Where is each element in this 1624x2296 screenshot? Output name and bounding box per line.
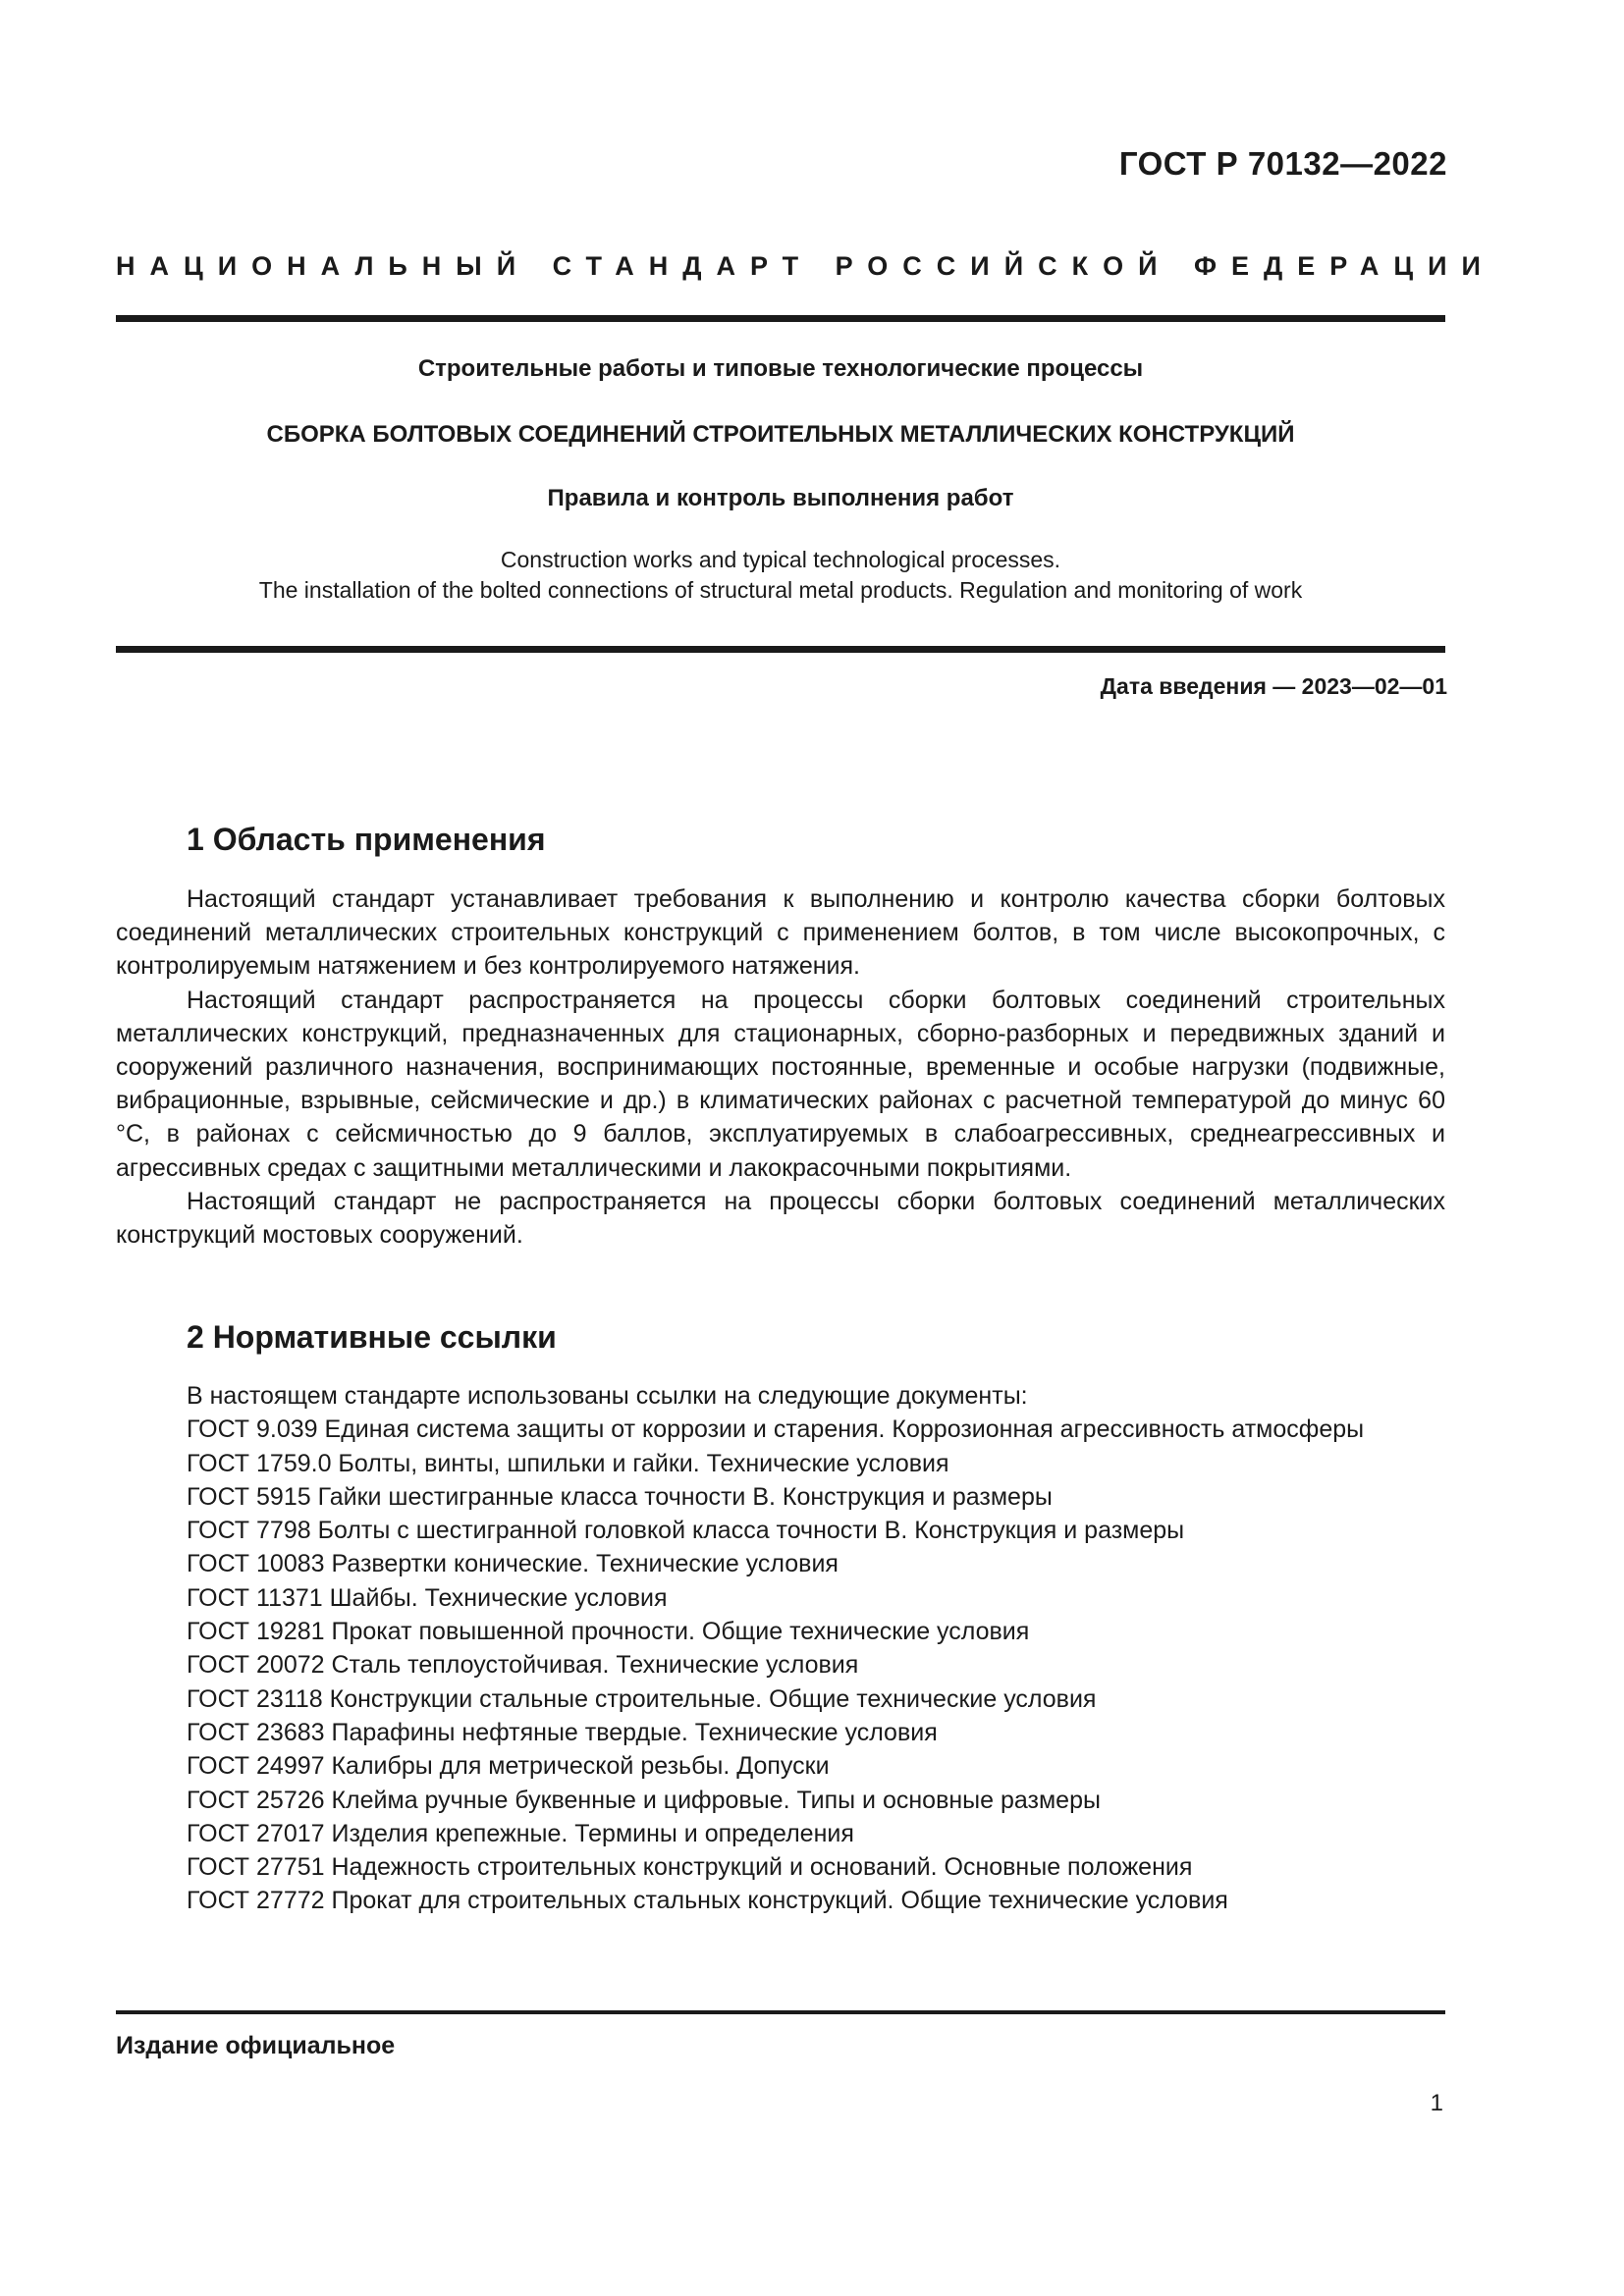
title-english-line-2: The installation of the bolted connections of structural metal products. Regulation and monitoring of work bbox=[258, 577, 1303, 603]
footer-divider bbox=[116, 2010, 1445, 2014]
section-1-body bbox=[116, 882, 1445, 1252]
official-edition-label: Издание официальное bbox=[116, 2032, 396, 2059]
title-subtitle: Правила и контроль выполнения работ bbox=[547, 485, 1014, 511]
introduction-date: Дата введения — 2023—02—01 bbox=[1100, 673, 1447, 699]
top-divider bbox=[116, 315, 1445, 322]
reference-item: ГОСТ 24997 Калибры для метрической резьбы. Допуски bbox=[187, 1752, 830, 1781]
title-divider bbox=[116, 646, 1445, 653]
reference-item: ГОСТ 20072 Сталь теплоустойчивая. Технические условия bbox=[187, 1651, 859, 1680]
title-group: Строительные работы и типовые технологические процессы bbox=[417, 355, 1144, 382]
section-1-paragraph-2: Настоящий стандарт распространяется на процессы сборки болтовых соединений строительных металлических конструкций, предназначенных для стационарных, сборно-разборных и передвижных зданий и сооружений различного назначения, воспринимающих постоянные, временные и особые нагрузки (подвижные, вибрационные, взрывные, сейсмические и др.) в климатических районах с расчетной температурой до минус 60 °С, в районах с сейсмичностью до 9 баллов, эксплуатируемых в слабоагрессивных, среднеагрессивных и агрессивных средах с защитными металлическими и лакокрасочными покрытиями. bbox=[116, 986, 1445, 1182]
references-intro: В настоящем стандарте использованы ссылки на следующие документы: bbox=[187, 1382, 1028, 1410]
section-1-paragraph-1: Настоящий стандарт устанавливает требования к выполнению и контролю качества сборки болтовых соединений металлических строительных конструкций с применением болтов, в том числе высокопрочных, с контролируемым натяжением и без контролируемого натяжения. bbox=[116, 885, 1445, 981]
reference-item: ГОСТ 19281 Прокат повышенной прочности. Общие технические условия bbox=[187, 1618, 1030, 1646]
reference-item: ГОСТ 25726 Клейма ручные буквенные и цифровые. Типы и основные размеры bbox=[187, 1786, 1101, 1814]
normative-references-list bbox=[116, 1379, 1445, 1918]
title-english-line-1: Construction works and typical technological processes. bbox=[500, 547, 1061, 572]
section-2-heading: 2 Нормативные ссылки bbox=[187, 1319, 557, 1355]
reference-item: ГОСТ 10083 Развертки конические. Технические условия bbox=[187, 1550, 839, 1578]
national-standard-title: НАЦИОНАЛЬНЫЙ СТАНДАРТ РОССИЙСКОЙ ФЕДЕРАЦИИ bbox=[116, 251, 1495, 281]
reference-item: ГОСТ 9.039 Единая система защиты от коррозии и старения. Коррозионная агрессивность атмосферы bbox=[187, 1415, 1365, 1444]
reference-item: ГОСТ 7798 Болты с шестигранной головкой класса точности В. Конструкция и размеры bbox=[187, 1517, 1185, 1545]
title-main: СБОРКА БОЛТОВЫХ СОЕДИНЕНИЙ СТРОИТЕЛЬНЫХ МЕТАЛЛИЧЕСКИХ КОНСТРУКЦИЙ bbox=[266, 421, 1295, 448]
reference-item: ГОСТ 11371 Шайбы. Технические условия bbox=[187, 1583, 668, 1612]
reference-item: ГОСТ 27017 Изделия крепежные. Термины и определения bbox=[187, 1819, 854, 1847]
reference-item: ГОСТ 23118 Конструкции стальные строительные. Общие технические условия bbox=[187, 1684, 1097, 1713]
reference-item: ГОСТ 27751 Надежность строительных конструкций и оснований. Основные положения bbox=[187, 1853, 1193, 1882]
reference-item: ГОСТ 27772 Прокат для строительных стальных конструкций. Общие технические условия bbox=[187, 1887, 1228, 1915]
section-1-paragraph-3: Настоящий стандарт не распространяется на процессы сборки болтовых соединений металлических конструкций мостовых сооружений. bbox=[116, 1187, 1445, 1250]
section-1-heading: 1 Область применения bbox=[187, 822, 546, 857]
page-number: 1 bbox=[1430, 2090, 1443, 2116]
document-number: ГОСТ Р 70132—2022 bbox=[1118, 145, 1447, 182]
reference-item: ГОСТ 1759.0 Болты, винты, шпильки и гайки. Технические условия bbox=[187, 1449, 949, 1477]
reference-item: ГОСТ 5915 Гайки шестигранные класса точности В. Конструкция и размеры bbox=[187, 1482, 1053, 1511]
reference-item: ГОСТ 23683 Парафины нефтяные твердые. Технические условия bbox=[187, 1718, 938, 1746]
